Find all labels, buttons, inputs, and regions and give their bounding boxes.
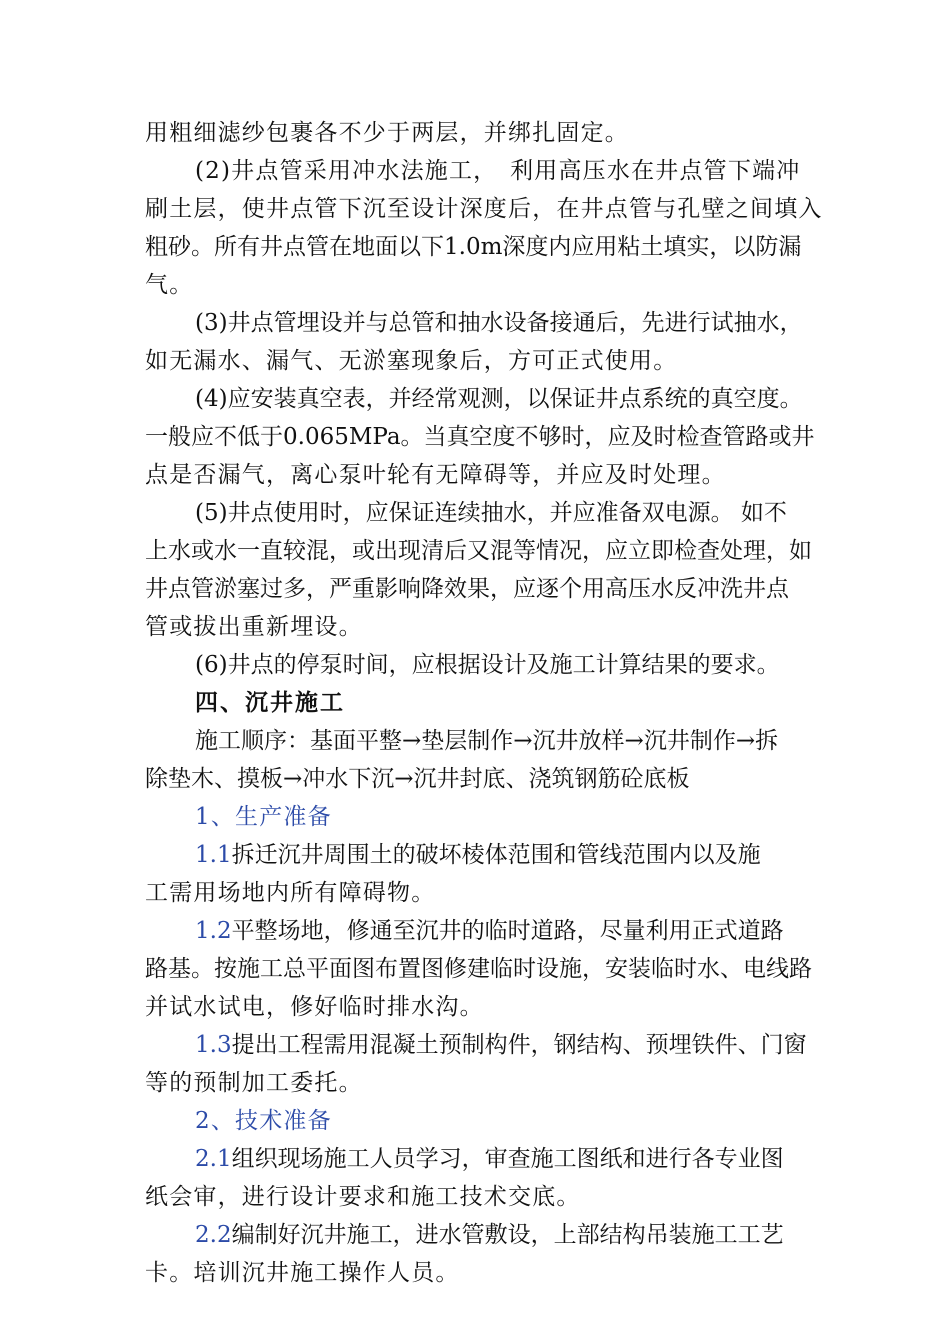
text-line: 等的预制加工委托。 [145,1070,363,1096]
text-line: (6)井点的停泵时间，应根据设计及施工计算结果的要求。 [195,652,780,678]
text-line: 粗砂。所有井点管在地面以下1.0m深度内应用粘土填实，以防漏 [145,234,802,260]
text-line: (3)井点管埋设并与总管和抽水设备接通后，先进行试抽水， [195,310,803,336]
text-line: 1.2平整场地，修通至沉井的临时道路，尽量利用正式道路 [195,918,784,944]
text-line: 路基。按施工总平面图布置图修建临时设施，安装临时水、电线路 [145,956,812,982]
item-number: 1.1 [195,842,232,868]
text-line: (2)井点管采用冲水法施工， 利用高压水在井点管下端冲 [195,158,801,184]
text-line: 施工顺序：基面平整→垫层制作→沉井放样→沉井制作→拆 [195,728,779,754]
text-line: 并试水试电，修好临时排水沟。 [145,994,484,1020]
item-number: 2.2 [195,1222,232,1248]
text-line: (5)井点使用时，应保证连续抽水，并应准备双电源。 如不 [195,500,787,526]
text-line: 纸会审，进行设计要求和施工技术交底。 [145,1184,581,1210]
item-number: 2.1 [195,1146,232,1172]
section-number: 1、生产准备 [195,804,332,830]
text-line: 如无漏水、漏气、无淤塞现象后，方可正式使用。 [145,348,678,374]
document-page [145,114,823,1292]
text-line: 点是否漏气，离心泵叶轮有无障碍等，并应及时处理。 [145,462,726,488]
text-line: 井点管淤塞过多，严重影响降效果，应逐个用高压水反冲洗井点 [145,576,789,602]
text-line: 用粗细滤纱包裹各不少于两层，并绑扎固定。 [145,120,629,146]
item-number: 1.2 [195,918,232,944]
text-line: 2.2编制好沉井施工，进水管敷设，上部结构吊装施工工艺 [195,1222,784,1248]
text-line: 2.1组织现场施工人员学习，审查施工图纸和进行各专业图 [195,1146,784,1172]
item-number: 1.3 [195,1032,232,1058]
section-number: 2、技术准备 [195,1108,332,1134]
text-line: 气。 [145,272,194,298]
section-heading: 四、沉井施工 [195,689,345,716]
text-line: (4)应安装真空表，并经常观测，以保证井点系统的真空度。 [195,386,803,412]
text-line: 上水或水一直较混，或出现清后又混等情况，应立即检查处理，如 [145,538,812,564]
text-line: 卡。培训沉井施工操作人员。 [145,1260,460,1286]
text-line: 管或拔出重新埋设。 [145,614,363,640]
text-line: 1.3提出工程需用混凝土预制构件，钢结构、预埋铁件、门窗 [195,1032,807,1058]
subsection-heading [145,798,815,836]
text-line: 工需用场地内所有障碍物。 [145,880,436,906]
text-line: 一般应不低于0.065MPa。当真空度不够时，应及时检查管路或井 [145,424,815,450]
subsection-heading [145,1102,815,1140]
text-line: 1.1拆迁沉井周围土的破坏棱体范围和管线范围内以及施 [195,842,761,868]
text-line: 刷土层，使井点管下沉至设计深度后，在井点管与孔壁之间填入 [145,196,823,222]
text-line: 除垫木、摸板→冲水下沉→沉井封底、浇筑钢筋砼底板 [145,766,690,792]
